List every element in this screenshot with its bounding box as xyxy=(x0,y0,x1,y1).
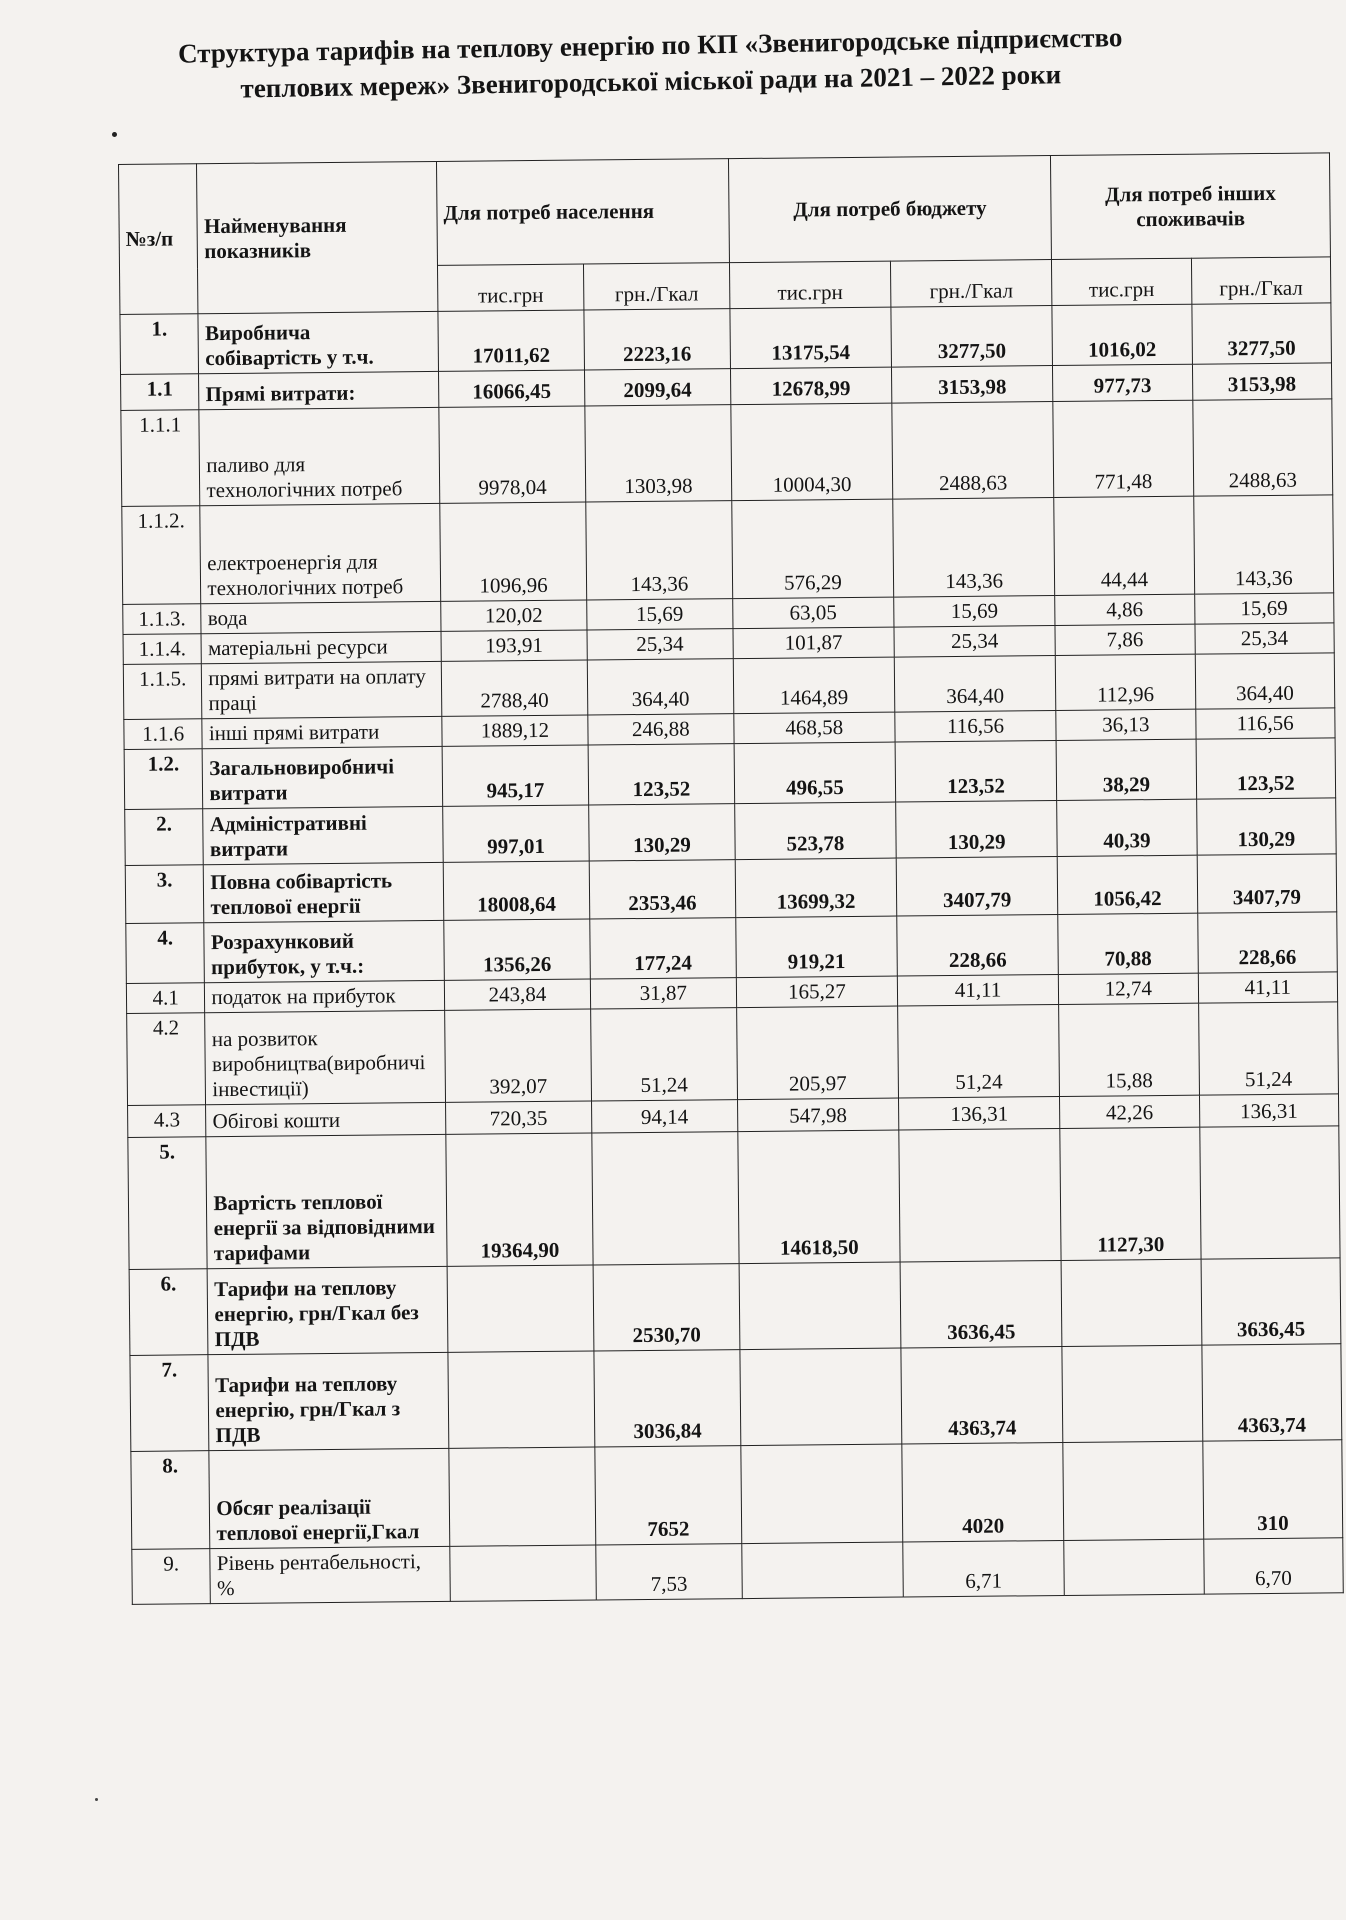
value-population-thousand: 1889,12 xyxy=(442,715,588,746)
value-others-thousand: 40,39 xyxy=(1057,799,1197,856)
value-others-per-gcal: 228,66 xyxy=(1197,912,1337,973)
value-population-per-gcal: 15,69 xyxy=(587,599,733,630)
value-population-per-gcal: 1303,98 xyxy=(585,405,732,502)
header-population: Для потреб населення xyxy=(436,159,729,266)
value-population-thousand: 18008,64 xyxy=(443,861,589,920)
value-population-per-gcal: 143,36 xyxy=(586,501,733,600)
value-others-thousand: 1016,02 xyxy=(1052,304,1192,365)
value-budget-thousand xyxy=(739,1262,901,1350)
value-budget-per-gcal: 3277,50 xyxy=(891,306,1053,368)
row-number: 8. xyxy=(131,1451,210,1550)
value-budget-thousand: 576,29 xyxy=(732,499,894,599)
table-row xyxy=(127,1002,1339,1106)
value-others-thousand: 12,74 xyxy=(1059,973,1199,1004)
value-others-per-gcal: 15,69 xyxy=(1194,593,1334,624)
value-budget-thousand: 165,27 xyxy=(736,976,897,1008)
value-others-per-gcal: 136,31 xyxy=(1199,1094,1339,1127)
value-population-thousand xyxy=(447,1265,594,1352)
value-budget-per-gcal xyxy=(899,1129,1061,1263)
value-others-per-gcal: 3407,79 xyxy=(1197,854,1337,913)
value-population-per-gcal: 25,34 xyxy=(587,629,733,660)
value-budget-per-gcal: 41,11 xyxy=(897,975,1058,1007)
row-number: 1.1.6 xyxy=(124,719,203,750)
row-number: 3. xyxy=(125,865,204,924)
row-name: Вартість теплової енергії за відповідними тарифами xyxy=(206,1134,447,1268)
row-number: 1. xyxy=(120,314,199,375)
row-number: 1.2. xyxy=(124,749,203,810)
value-population-per-gcal: 364,40 xyxy=(587,659,733,715)
row-name: Адміністративні витрати xyxy=(203,806,443,864)
value-budget-thousand: 63,05 xyxy=(733,597,894,629)
value-others-per-gcal: 6,70 xyxy=(1203,1538,1343,1594)
value-population-thousand: 720,35 xyxy=(446,1101,592,1134)
unit-population-per-gcal: грн./Гкал xyxy=(583,263,729,310)
tariff-structure-table xyxy=(118,152,1344,1605)
value-budget-per-gcal: 228,66 xyxy=(897,915,1059,977)
header-others: Для потреб інших споживачів xyxy=(1051,153,1331,260)
row-number: 6. xyxy=(129,1269,208,1356)
table-row xyxy=(129,1258,1341,1356)
value-others-per-gcal: 3153,98 xyxy=(1192,363,1332,400)
row-name: на розвиток виробництва(виробничі інвестиції) xyxy=(205,1010,445,1104)
value-population-thousand: 945,17 xyxy=(442,745,588,806)
value-budget-per-gcal: 116,56 xyxy=(895,711,1056,743)
row-name: паливо для технологічних потреб xyxy=(199,407,439,505)
value-others-per-gcal: 4363,74 xyxy=(1201,1344,1341,1441)
value-others-per-gcal: 364,40 xyxy=(1195,653,1335,709)
row-name: інші прямі витрати xyxy=(202,716,442,748)
row-name: Рівень рентабельності, % xyxy=(210,1546,450,1603)
value-population-thousand: 193,91 xyxy=(441,630,587,661)
value-budget-thousand: 10004,30 xyxy=(731,403,893,501)
row-number: 1.1.3. xyxy=(123,604,202,635)
value-others-thousand: 977,73 xyxy=(1053,364,1193,401)
row-name: матеріальні ресурси xyxy=(201,631,441,663)
value-others-thousand xyxy=(1062,1345,1202,1442)
value-population-per-gcal: 7,53 xyxy=(596,1544,742,1600)
value-others-per-gcal: 116,56 xyxy=(1195,708,1335,739)
value-others-thousand: 4,86 xyxy=(1055,594,1195,625)
value-budget-per-gcal: 136,31 xyxy=(899,1097,1060,1131)
value-population-per-gcal: 31,87 xyxy=(590,978,736,1009)
value-budget-per-gcal: 143,36 xyxy=(893,498,1055,598)
value-budget-thousand: 101,87 xyxy=(733,627,894,659)
value-others-per-gcal: 41,11 xyxy=(1198,972,1338,1003)
unit-population-thousand: тис.грн xyxy=(437,264,583,311)
value-budget-per-gcal: 364,40 xyxy=(894,656,1056,713)
row-number: 2. xyxy=(125,809,204,866)
value-population-thousand: 120,02 xyxy=(441,600,587,631)
value-budget-thousand xyxy=(740,1348,902,1446)
value-budget-per-gcal: 6,71 xyxy=(903,1540,1065,1597)
title-line-1: Структура тарифів на теплову енергію по КП «Звенигородське підприємство xyxy=(177,22,1123,69)
value-others-per-gcal: 310 xyxy=(1202,1440,1342,1539)
table-row xyxy=(131,1440,1343,1550)
header-num: №з/п xyxy=(119,164,199,315)
value-budget-thousand: 13699,32 xyxy=(735,858,897,918)
value-others-thousand: 1056,42 xyxy=(1057,855,1197,914)
value-population-thousand: 2788,40 xyxy=(441,660,587,716)
row-number: 1.1.1 xyxy=(121,410,200,507)
row-number: 4.3 xyxy=(128,1105,207,1138)
value-population-per-gcal: 7652 xyxy=(595,1446,742,1545)
value-budget-thousand xyxy=(741,1444,903,1544)
table-body xyxy=(120,303,1343,1605)
document-title xyxy=(40,17,1261,110)
value-budget-per-gcal: 4363,74 xyxy=(901,1346,1063,1444)
value-others-thousand: 771,48 xyxy=(1053,400,1193,497)
value-budget-per-gcal: 130,29 xyxy=(896,801,1058,859)
value-others-per-gcal: 143,36 xyxy=(1193,495,1333,594)
table-row xyxy=(132,1538,1343,1605)
value-budget-per-gcal: 2488,63 xyxy=(892,402,1054,500)
value-budget-per-gcal: 3407,79 xyxy=(896,857,1058,917)
table-row xyxy=(128,1126,1340,1270)
row-name: Прямі витрати: xyxy=(199,371,439,409)
value-population-thousand: 997,01 xyxy=(443,805,589,862)
value-budget-thousand: 919,21 xyxy=(736,916,898,978)
value-budget-thousand: 205,97 xyxy=(736,1006,898,1100)
value-population-per-gcal: 94,14 xyxy=(591,1100,737,1133)
header-budget: Для потреб бюджету xyxy=(728,156,1051,263)
value-population-per-gcal: 2223,16 xyxy=(584,309,730,370)
row-name: вода xyxy=(201,601,441,633)
value-others-thousand xyxy=(1063,1441,1203,1540)
value-population-per-gcal: 2353,46 xyxy=(589,860,735,919)
row-name: Тарифи на теплову енергію, грн/Гкал з ПДВ xyxy=(208,1352,448,1450)
value-others-thousand: 7,86 xyxy=(1055,624,1195,655)
value-budget-thousand: 14618,50 xyxy=(738,1130,900,1264)
value-population-per-gcal: 123,52 xyxy=(588,744,734,805)
value-population-per-gcal: 246,88 xyxy=(588,714,734,745)
row-number: 4.1 xyxy=(126,983,205,1014)
row-name: Обсяг реалізації теплової енергії,Гкал xyxy=(209,1448,450,1548)
value-population-thousand: 16066,45 xyxy=(438,370,584,407)
value-population-thousand: 1096,96 xyxy=(440,502,587,601)
value-population-per-gcal: 130,29 xyxy=(589,804,735,861)
value-population-per-gcal: 51,24 xyxy=(591,1008,738,1101)
value-population-thousand: 243,84 xyxy=(444,979,590,1010)
value-population-per-gcal: 177,24 xyxy=(590,918,736,979)
value-population-per-gcal: 2530,70 xyxy=(593,1264,740,1351)
value-others-thousand xyxy=(1061,1259,1201,1346)
value-population-thousand xyxy=(449,1447,596,1546)
row-name: Розрахунковий прибуток, у т.ч.: xyxy=(204,920,444,982)
value-others-thousand: 70,88 xyxy=(1058,913,1198,974)
value-budget-thousand: 547,98 xyxy=(737,1098,898,1132)
value-others-thousand xyxy=(1064,1539,1204,1595)
value-others-per-gcal: 3277,50 xyxy=(1191,303,1331,364)
title-line-2: теплових мереж» Звенигородської міської ради на 2021 – 2022 роки xyxy=(240,59,1062,104)
row-name: електроенергія для технологічних потреб xyxy=(200,503,441,603)
value-others-per-gcal: 123,52 xyxy=(1196,738,1336,799)
value-population-thousand: 9978,04 xyxy=(439,406,586,503)
value-budget-thousand: 1464,89 xyxy=(733,657,895,714)
row-number: 4.2 xyxy=(127,1013,206,1106)
value-others-thousand: 44,44 xyxy=(1054,496,1194,595)
row-number: 1.1.2. xyxy=(122,506,201,605)
value-population-thousand: 17011,62 xyxy=(438,310,584,371)
value-budget-per-gcal: 123,52 xyxy=(895,741,1057,803)
value-others-per-gcal: 2488,63 xyxy=(1192,399,1332,496)
row-name: Обігові кошти xyxy=(206,1102,446,1136)
value-others-thousand: 1127,30 xyxy=(1060,1127,1201,1260)
value-others-per-gcal xyxy=(1199,1126,1340,1259)
value-others-per-gcal: 3636,45 xyxy=(1201,1258,1341,1345)
value-budget-thousand: 468,58 xyxy=(734,712,895,744)
value-budget-per-gcal: 25,34 xyxy=(894,626,1055,658)
value-budget-thousand xyxy=(742,1542,904,1599)
stray-mark xyxy=(112,132,117,137)
row-name: Повна собівартість теплової енергії xyxy=(204,862,444,922)
value-budget-per-gcal: 4020 xyxy=(902,1442,1064,1542)
value-others-thousand: 36,13 xyxy=(1056,709,1196,740)
value-budget-thousand: 12678,99 xyxy=(730,367,892,405)
row-name: Тарифи на теплову енергію, грн/Гкал без ПДВ xyxy=(208,1266,448,1354)
value-population-per-gcal: 2099,64 xyxy=(584,369,730,406)
row-name: прямі витрати на оплату праці xyxy=(202,661,442,718)
row-number: 7. xyxy=(130,1355,209,1452)
value-population-per-gcal xyxy=(592,1132,739,1265)
value-budget-thousand: 496,55 xyxy=(734,742,896,804)
stray-mark xyxy=(95,1798,98,1801)
value-population-per-gcal: 3036,84 xyxy=(594,1350,741,1447)
value-budget-per-gcal: 51,24 xyxy=(898,1005,1060,1099)
value-others-thousand: 38,29 xyxy=(1056,739,1196,800)
row-number: 1.1 xyxy=(121,374,200,411)
value-budget-thousand: 523,78 xyxy=(734,802,896,860)
unit-others-thousand: тис.грн xyxy=(1052,258,1192,305)
row-number: 1.1.4. xyxy=(123,634,202,665)
unit-budget-thousand: тис.грн xyxy=(729,261,891,309)
value-budget-thousand: 13175,54 xyxy=(730,307,892,369)
value-population-thousand: 19364,90 xyxy=(446,1133,593,1266)
value-others-thousand: 42,26 xyxy=(1060,1095,1200,1128)
header-name: Найменування показників xyxy=(197,161,438,313)
row-name: Загальновиробничі витрати xyxy=(203,746,443,808)
value-population-thousand: 1356,26 xyxy=(444,919,590,980)
value-budget-per-gcal: 3636,45 xyxy=(900,1260,1062,1348)
row-number: 1.1.5. xyxy=(123,664,202,720)
value-others-per-gcal: 130,29 xyxy=(1196,798,1336,855)
table-row xyxy=(130,1344,1342,1452)
row-name: Виробнича собівартість у т.ч. xyxy=(198,311,438,373)
unit-budget-per-gcal: грн./Гкал xyxy=(890,260,1052,308)
value-population-thousand xyxy=(450,1545,596,1601)
value-population-thousand: 392,07 xyxy=(445,1009,592,1102)
row-name: податок на прибуток xyxy=(205,980,445,1012)
row-number: 9. xyxy=(132,1549,211,1605)
value-others-per-gcal: 25,34 xyxy=(1195,623,1335,654)
value-population-thousand xyxy=(448,1351,595,1448)
row-number: 4. xyxy=(126,923,205,984)
value-others-per-gcal: 51,24 xyxy=(1198,1002,1338,1095)
value-budget-per-gcal: 3153,98 xyxy=(891,366,1053,404)
value-budget-per-gcal: 15,69 xyxy=(894,596,1055,628)
value-others-thousand: 112,96 xyxy=(1055,654,1195,710)
value-others-thousand: 15,88 xyxy=(1059,1003,1199,1096)
row-number: 5. xyxy=(128,1137,208,1270)
table-row xyxy=(122,495,1334,605)
unit-others-per-gcal: грн./Гкал xyxy=(1191,257,1331,304)
table-row xyxy=(121,399,1333,507)
